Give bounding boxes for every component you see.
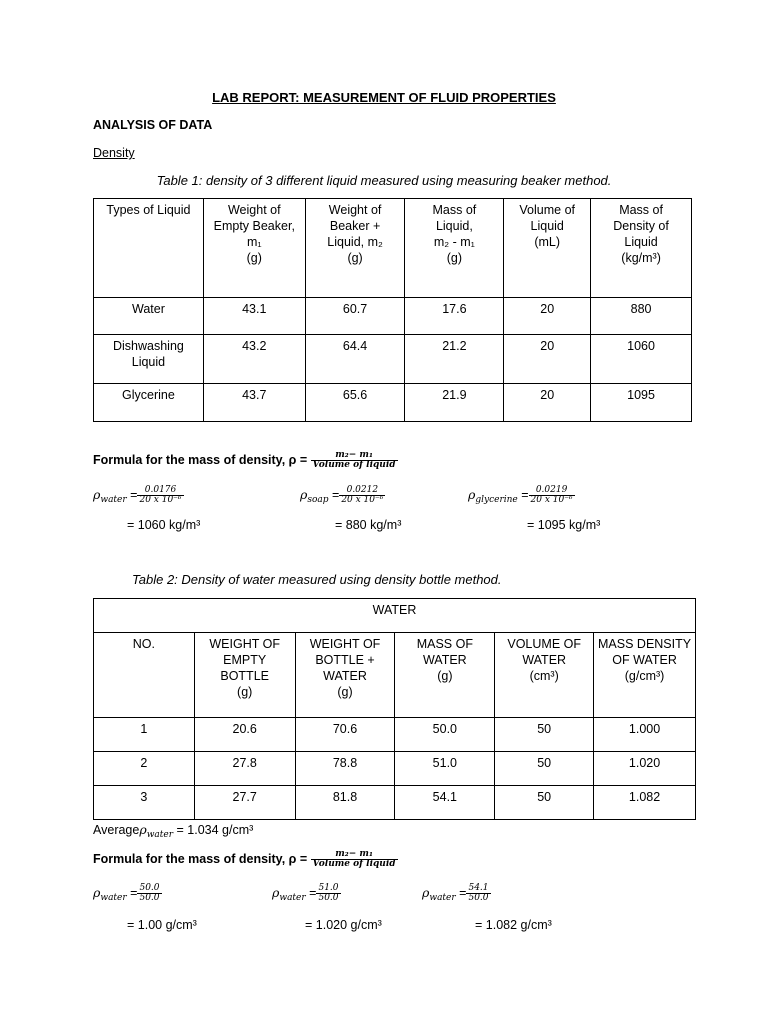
result-soap: = 880 kg/m³ [335, 518, 402, 532]
table-cell: 1.000 [594, 718, 696, 752]
table-cell: 20.6 [194, 718, 295, 752]
table1-header: Mass of Liquid, m₂ - m₁ (g) [405, 199, 504, 298]
table-cell: 51.0 [395, 752, 495, 786]
table-cell: 50 [495, 718, 594, 752]
table1-header: Mass of Density of Liquid (kg/m³) [591, 199, 692, 298]
table-row [94, 786, 696, 820]
rho-subscript: water [279, 893, 306, 904]
table2-header: MASS OF WATER (g) [395, 633, 495, 718]
calc-denominator: 50.0 [139, 893, 160, 904]
rho-subscript: glycerine [475, 495, 518, 506]
calc-water-2: $\rho_{water}$ = $\frac{51.0}{50.0}$ [272, 883, 339, 904]
table-cell: 2 [94, 752, 195, 786]
subsection-heading: Density [93, 146, 135, 160]
rho-symbol: ρ [139, 822, 147, 837]
table-cell: 60.7 [305, 298, 405, 335]
calc-fraction [339, 486, 385, 506]
rho-subscript: water [100, 495, 127, 506]
table-cell: Water [94, 298, 204, 335]
table-cell: 43.7 [203, 384, 305, 422]
formula-numerator: m₂− m₁ [311, 451, 398, 461]
rho-subscript: water [429, 893, 456, 904]
rho-symbol: ρ [272, 885, 280, 901]
average-label: Average [93, 823, 140, 837]
table-cell: 1.020 [594, 752, 696, 786]
calc-numerator: 50.0 [139, 883, 160, 893]
calc-denominator: 50.0 [468, 893, 489, 904]
table-cell: 1060 [591, 335, 692, 384]
calc-water: $\rho_{water}$ = $\frac{0.0176}{\text{20 x 10⁻⁶}}$ [93, 485, 182, 506]
rho-symbol: ρ [93, 885, 101, 901]
formula-label: Formula for the mass of density, ρ = [93, 852, 308, 867]
table-cell: 3 [94, 786, 195, 820]
table2-header: WEIGHT OF BOTTLE + WATER (g) [295, 633, 395, 718]
rho-symbol: ρ [93, 487, 101, 503]
table2-header: MASS DENSITY OF WATER (g/cm³) [594, 633, 696, 718]
table-cell: 50 [495, 786, 594, 820]
result-water-3: = 1.082 g/cm³ [475, 918, 552, 932]
calc-fraction [137, 884, 161, 904]
table-cell: 21.2 [405, 335, 504, 384]
table1-header: Weight of Empty Beaker, m₁ (g) [203, 199, 305, 298]
rho-subscript: soap [307, 495, 329, 506]
table1-caption: Table 1: density of 3 different liquid measured using measuring beaker method. [156, 173, 612, 188]
average-density [93, 822, 253, 840]
calc-denominator: 20 x 10⁻⁶ [341, 495, 384, 506]
calc-numerator: 0.0219 [529, 486, 575, 496]
formula-denominator: Volume of liquid [312, 460, 396, 471]
page-title: LAB REPORT: MEASUREMENT OF FLUID PROPERTIES [212, 90, 556, 105]
calc-numerator: 54.1 [468, 883, 489, 893]
rho-symbol: ρ [422, 885, 430, 901]
formula-density-2 [93, 850, 398, 870]
calc-denominator: 20 x 10⁻⁶ [139, 495, 182, 506]
table-cell: 43.2 [203, 335, 305, 384]
table1-header: Weight of Beaker + Liquid, m₂ (g) [305, 199, 405, 298]
table2-header: VOLUME OF WATER (cm³) [495, 633, 594, 718]
calc-fraction [316, 884, 340, 904]
calc-soap: $\rho_{soap}$ = $\frac{0.0212}{\text{20 x 10⁻⁶}}$ [300, 485, 384, 506]
table-row [94, 384, 692, 422]
calc-fraction [529, 486, 575, 506]
table2-group-header: WATER [94, 599, 696, 633]
calc-numerator: 0.0212 [339, 486, 385, 496]
table-cell: Dishwashing Liquid [94, 335, 204, 384]
formula-fraction [311, 451, 398, 471]
table-cell: 81.8 [295, 786, 395, 820]
rho-symbol: ρ [468, 487, 476, 503]
table-cell: 78.8 [295, 752, 395, 786]
table-cell: Glycerine [94, 384, 204, 422]
table-row [94, 752, 696, 786]
table-cell: 21.9 [405, 384, 504, 422]
table2-header: WEIGHT OF EMPTY BOTTLE (g) [194, 633, 295, 718]
table-cell: 70.6 [295, 718, 395, 752]
table2-header: NO. [94, 633, 195, 718]
table-cell: 17.6 [405, 298, 504, 335]
formula-label: Formula for the mass of density, ρ = [93, 453, 308, 468]
table-cell: 1095 [591, 384, 692, 422]
table-cell: 20 [504, 335, 591, 384]
table-cell: 880 [591, 298, 692, 335]
table1-header: Types of Liquid [94, 199, 204, 298]
result-glycerine: = 1095 kg/m³ [527, 518, 601, 532]
table-cell: 64.4 [305, 335, 405, 384]
table-row [94, 718, 696, 752]
table-row [94, 335, 692, 384]
density-table-beaker [93, 198, 692, 422]
calc-fraction [466, 884, 490, 904]
section-heading: ANALYSIS OF DATA [93, 118, 213, 132]
rho-subscript: water [100, 893, 127, 904]
calc-glycerine: $\rho_{glycerine}$ = $\frac{0.0219}{\text{20 x 10⁻⁶}}$ [468, 485, 573, 506]
formula-density-1 [93, 451, 398, 471]
table1-header: Volume of Liquid (mL) [504, 199, 591, 298]
formula-numerator: m₂− m₁ [311, 850, 398, 860]
calc-water-1: $\rho_{water}$ = $\frac{50.0}{50.0}$ [93, 883, 160, 904]
table-row [94, 298, 692, 335]
density-table-bottle [93, 598, 696, 820]
rho-subscript: water [146, 830, 174, 840]
result-water-1: = 1.00 g/cm³ [127, 918, 197, 932]
table-cell: 1.082 [594, 786, 696, 820]
result-water-2: = 1.020 g/cm³ [305, 918, 382, 932]
table-cell: 20 [504, 384, 591, 422]
table-cell: 27.8 [194, 752, 295, 786]
calc-fraction [137, 486, 183, 506]
table-cell: 43.1 [203, 298, 305, 335]
table2-caption: Table 2: Density of water measured using density bottle method. [132, 572, 502, 587]
calc-denominator: 20 x 10⁻⁶ [530, 495, 573, 506]
result-water: = 1060 kg/m³ [127, 518, 201, 532]
average-value: = 1.034 g/cm³ [176, 823, 254, 837]
formula-denominator: Volume of liquid [312, 859, 396, 870]
table-cell: 50 [495, 752, 594, 786]
table-cell: 1 [94, 718, 195, 752]
table-cell: 54.1 [395, 786, 495, 820]
calc-numerator: 51.0 [318, 883, 339, 893]
formula-fraction [311, 850, 398, 870]
calc-denominator: 50.0 [318, 893, 339, 904]
table-cell: 20 [504, 298, 591, 335]
calc-numerator: 0.0176 [137, 486, 183, 496]
table-cell: 65.6 [305, 384, 405, 422]
table-cell: 50.0 [395, 718, 495, 752]
table-cell: 27.7 [194, 786, 295, 820]
rho-symbol: ρ [300, 487, 308, 503]
calc-water-3: $\rho_{water}$ = $\frac{54.1}{50.0}$ [422, 883, 489, 904]
